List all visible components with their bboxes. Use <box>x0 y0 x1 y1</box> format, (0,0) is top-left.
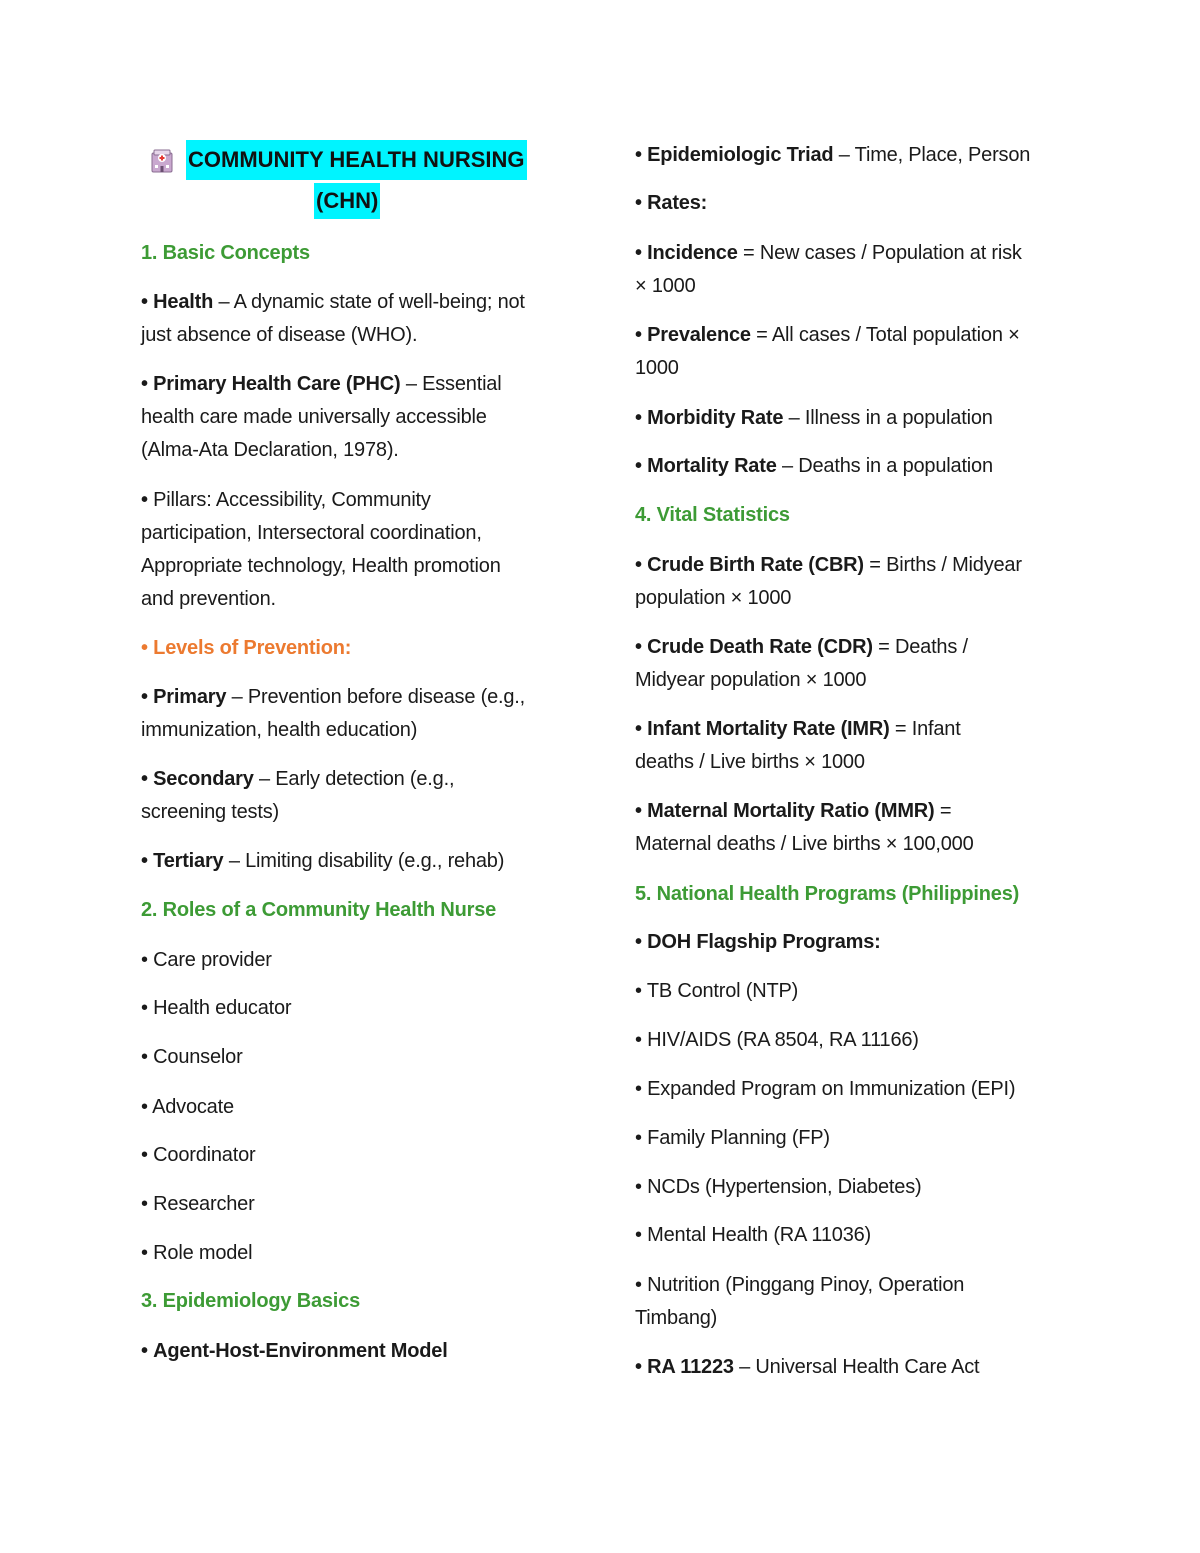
section-heading-vital-statistics: 4. Vital Statistics <box>635 504 790 526</box>
crude-birth-rate: • Crude Birth Rate (CBR) = Births / Midyear population × 1000 <box>635 554 1022 609</box>
section-heading-national-programs: 5. National Health Programs (Philippines) <box>635 883 1020 905</box>
morbidity-rate: • Morbidity Rate – Illness in a population <box>635 407 993 429</box>
list-item: • Role model <box>141 1242 253 1264</box>
rates-heading: • Rates: <box>635 192 708 214</box>
incidence-formula: • Incidence = New cases / Population at risk × 1000 <box>635 242 1022 297</box>
term-phc: Primary Health Care (PHC) <box>153 373 401 395</box>
section-heading-epidemiology: 3. Epidemiology Basics <box>141 1290 361 1312</box>
pillars-list: • Pillars: Accessibility, Community participation, Intersectoral coordination, Appropriate technology, Health promotion and prevention. <box>141 489 501 610</box>
list-item: • Advocate <box>141 1096 234 1118</box>
section-heading-roles: 2. Roles of a Community Health Nurse <box>141 899 497 921</box>
list-item: • Care provider <box>141 949 272 971</box>
universal-health-care-act: • RA 11223 – Universal Health Care Act <box>635 1356 980 1378</box>
list-item: • Expanded Program on Immunization (EPI) <box>635 1078 1016 1100</box>
tertiary-prevention: • Tertiary – Limiting disability (e.g., rehab) <box>141 850 505 872</box>
document-title <box>150 140 570 220</box>
list-item: • Researcher <box>141 1193 255 1215</box>
term-health: Health <box>153 291 214 313</box>
phc-definition: • Primary Health Care (PHC) – Essential health care made universally accessible (Alma-Ata Declaration, 1978). <box>141 373 502 461</box>
epidemiologic-triad: • Epidemiologic Triad – Time, Place, Person <box>635 144 1031 166</box>
list-item: • Nutrition (Pinggang Pinoy, Operation Timbang) <box>635 1274 965 1329</box>
maternal-mortality-ratio: • Maternal Mortality Ratio (MMR) = Maternal deaths / Live births × 100,000 <box>635 800 974 855</box>
crude-death-rate: • Crude Death Rate (CDR) = Deaths / Midyear population × 1000 <box>635 636 968 691</box>
list-item: • Counselor <box>141 1046 243 1068</box>
prevalence-formula: • Prevalence = All cases / Total population × 1000 <box>635 324 1020 379</box>
list-item: • Health educator <box>141 997 292 1019</box>
list-item: • TB Control (NTP) <box>635 980 799 1002</box>
secondary-prevention: • Secondary – Early detection (e.g., screening tests) <box>141 768 455 823</box>
agent-host-environment-model: • Agent-Host-Environment Model <box>141 1340 448 1362</box>
title-line-1: COMMUNITY HEALTH NURSING <box>186 140 527 180</box>
infant-mortality-rate: • Infant Mortality Rate (IMR) = Infant deaths / Live births × 1000 <box>635 718 961 773</box>
list-item: • HIV/AIDS (RA 8504, RA 11166) <box>635 1029 919 1051</box>
levels-of-prevention-heading: • Levels of Prevention: <box>141 637 352 659</box>
health-definition: • Health – A dynamic state of well-being; not just absence of disease (WHO). <box>141 291 525 346</box>
section-heading-basic-concepts: 1. Basic Concepts <box>141 242 310 264</box>
title-line-2: (CHN) <box>314 183 380 219</box>
list-item: • Family Planning (FP) <box>635 1127 830 1149</box>
primary-prevention: • Primary – Prevention before disease (e.g., immunization, health education) <box>141 686 526 741</box>
doh-flagship-heading: • DOH Flagship Programs: <box>635 931 881 953</box>
list-item: • NCDs (Hypertension, Diabetes) <box>635 1176 922 1198</box>
hospital-icon <box>150 147 174 173</box>
list-item: • Coordinator <box>141 1144 256 1166</box>
mortality-rate: • Mortality Rate – Deaths in a population <box>635 455 993 477</box>
list-item: • Mental Health (RA 11036) <box>635 1224 872 1246</box>
